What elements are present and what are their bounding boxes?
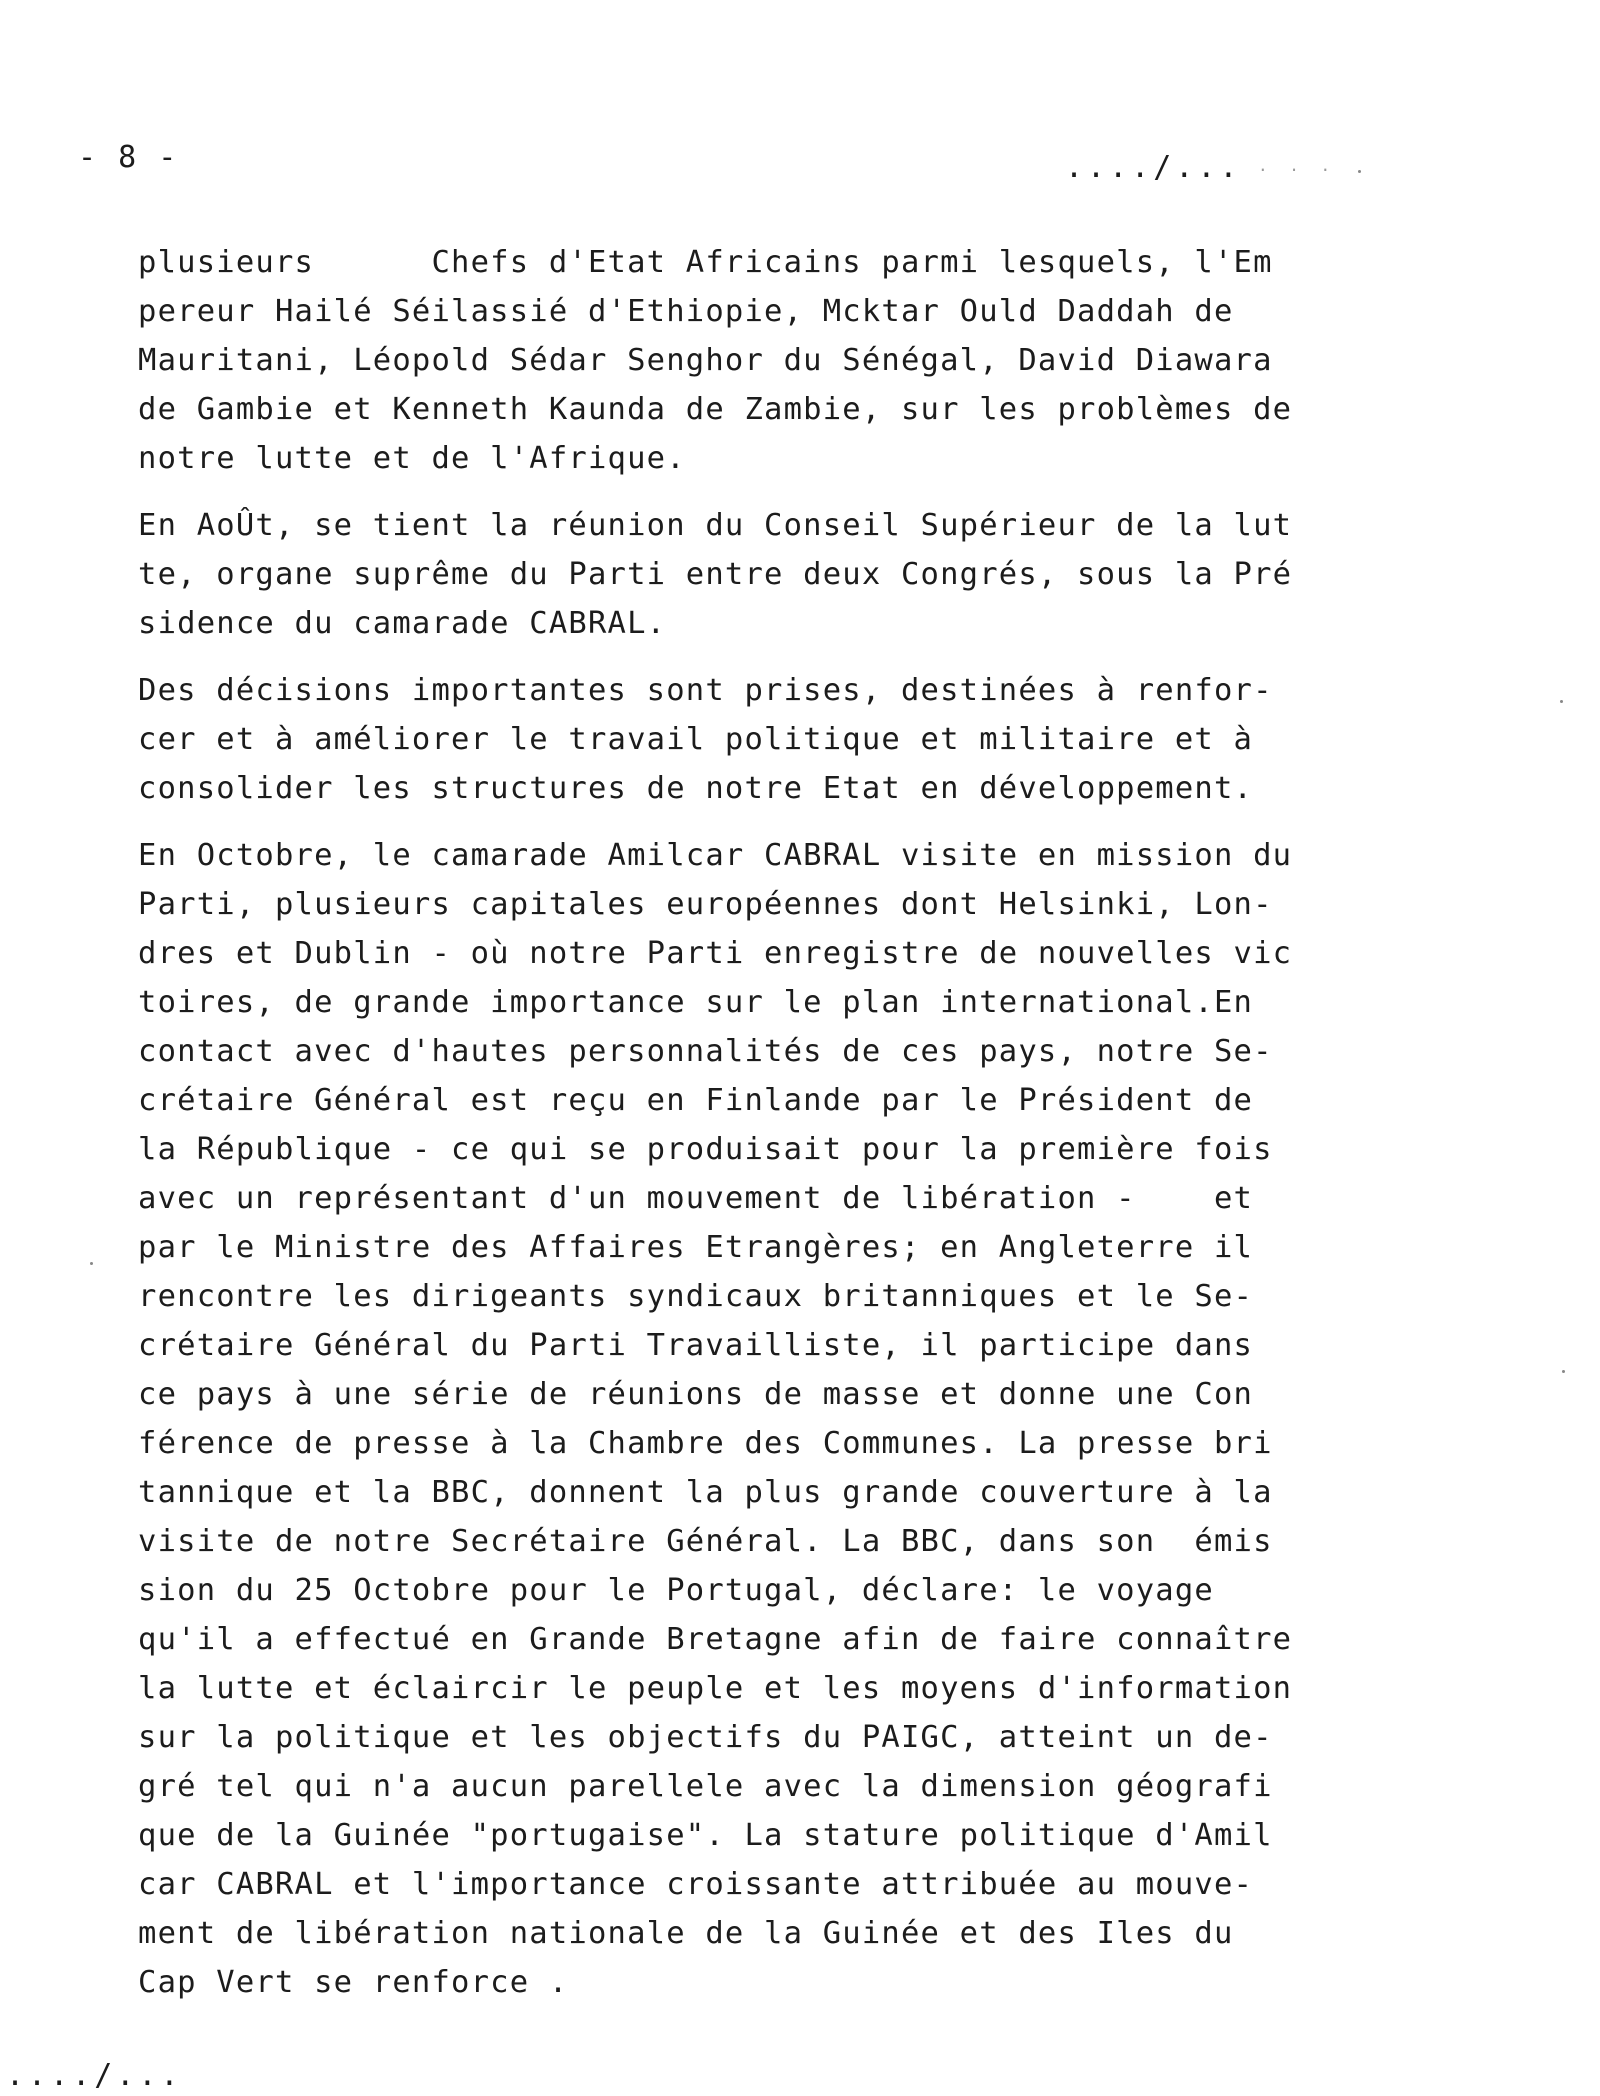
text-line: la République - ce qui se produisait pour la première fois [138, 1132, 1273, 1167]
text-line: de Gambie et Kenneth Kaunda de Zambie, sur les problèmes de [138, 392, 1293, 427]
text-line: car CABRAL et l'importance croissante attribuée au mouve- [138, 1867, 1254, 1902]
text-line: Mauritani, Léopold Sédar Senghor du Sénégal, David Diawara [138, 343, 1273, 378]
text-line: plusieurs Chefs d'Etat Africains parmi lesquels, l'Em [138, 245, 1273, 280]
paragraph [138, 238, 1338, 483]
text-line: pereur Hailé Séilassié d'Ethiopie, Mcktar Ould Daddah de [138, 294, 1234, 329]
scan-speck [1358, 170, 1361, 173]
scan-speck [1562, 1370, 1565, 1373]
text-line: Des décisions importantes sont prises, destinées à renfor- [138, 673, 1273, 708]
paragraph [138, 666, 1338, 813]
text-line: consolider les structures de notre Etat en développement. [138, 771, 1254, 806]
text-line: ment de libération nationale de la Guinée et des Iles du [138, 1916, 1234, 1951]
text-line: par le Ministre des Affaires Etrangères; en Angleterre il [138, 1230, 1254, 1265]
continuation-marker-bottom: ..../... [6, 2058, 183, 2093]
text-line: crétaire Général est reçu en Finlande par le Président de [138, 1083, 1254, 1118]
page-number: - 8 - [78, 140, 179, 175]
text-line: En AoÛt, se tient la réunion du Conseil Supérieur de la lut [138, 508, 1293, 543]
continuation-marker-top: ..../... [1065, 150, 1242, 185]
text-line: ce pays à une série de réunions de masse et donne une Con [138, 1377, 1254, 1412]
text-line: que de la Guinée "portugaise". La stature politique d'Amil [138, 1818, 1273, 1853]
text-line: tannique et la BBC, donnent la plus grande couverture à la [138, 1475, 1273, 1510]
text-line: férence de presse à la Chambre des Communes. La presse bri [138, 1426, 1273, 1461]
scan-speck [1560, 700, 1563, 703]
text-line: visite de notre Secrétaire Général. La BBC, dans son émis [138, 1524, 1273, 1559]
paragraph [138, 831, 1338, 2007]
text-line: gré tel qui n'a aucun parellele avec la dimension géografi [138, 1769, 1273, 1804]
scan-speck [90, 1262, 93, 1265]
paragraph [138, 501, 1338, 648]
scan-artifact-dots: . . . [1258, 156, 1337, 175]
text-line: contact avec d'hautes personnalités de ces pays, notre Se- [138, 1034, 1273, 1069]
text-line: sion du 25 Octobre pour le Portugal, déclare: le voyage [138, 1573, 1214, 1608]
text-line: crétaire Général du Parti Travailliste, il participe dans [138, 1328, 1254, 1363]
text-line: la lutte et éclaircir le peuple et les moyens d'information [138, 1671, 1293, 1706]
text-line: qu'il a effectué en Grande Bretagne afin de faire connaître [138, 1622, 1293, 1657]
text-line: sur la politique et les objectifs du PAIGC, atteint un de- [138, 1720, 1273, 1755]
text-line: notre lutte et de l'Afrique. [138, 441, 686, 476]
document-body [138, 238, 1338, 2025]
text-line: En Octobre, le camarade Amilcar CABRAL visite en mission du [138, 838, 1293, 873]
text-line: te, organe suprême du Parti entre deux Congrés, sous la Pré [138, 557, 1293, 592]
text-line: dres et Dublin - où notre Parti enregistre de nouvelles vic [138, 936, 1293, 971]
text-line: cer et à améliorer le travail politique et militaire et à [138, 722, 1254, 757]
text-line: toires, de grande importance sur le plan international.En [138, 985, 1254, 1020]
text-line: Cap Vert se renforce . [138, 1965, 569, 2000]
text-line: avec un représentant d'un mouvement de libération - et [138, 1181, 1254, 1216]
text-line: sidence du camarade CABRAL. [138, 606, 667, 641]
text-line: rencontre les dirigeants syndicaux britanniques et le Se- [138, 1279, 1254, 1314]
text-line: Parti, plusieurs capitales européennes dont Helsinki, Lon- [138, 887, 1273, 922]
